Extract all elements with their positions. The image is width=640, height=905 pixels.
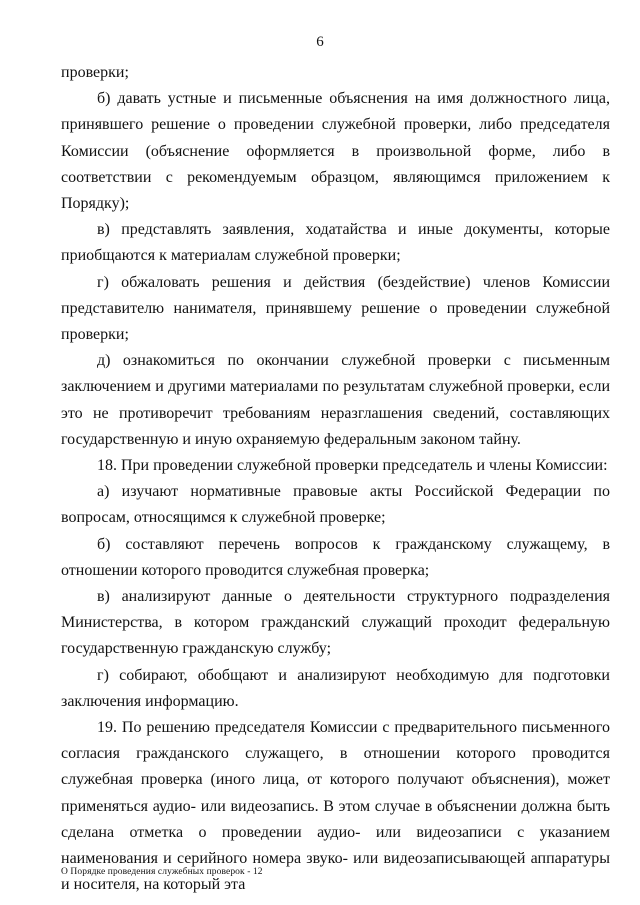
paragraph-item-a-study-acts: а) изучают нормативные правовые акты Российской Федерации по вопросам, относящимся к служебной проверке; xyxy=(61,483,610,527)
paragraph-item-b-explanations: б) давать устные и письменные объяснения на имя должностного лица, принявшего решение о проведении служебной проверки, либо председателя Комиссии (объяснение оформляется в произвольной форме, либо в соответствии с рекомендуемым образцом, являющимся приложением к Порядку); xyxy=(61,90,610,213)
paragraph-section-19: 19. По решению председателя Комиссии с предварительного письменного согласия гражданского служащего, в отношении которого проводится служебная проверка (иного лица, от которого получают объяснения), может применяться аудио- или видеозапись. В этом случае в объяснении должна быть сделана отметка о проведении аудио- или видеозаписи с указанием наименования и серийного номера звуко- или видеозаписывающей аппаратуры и носителя, на который эта xyxy=(61,719,610,894)
paragraph-item-b-question-list: б) составляют перечень вопросов к гражданскому служащему, в отношении которого проводится служебная проверка; xyxy=(61,535,610,579)
paragraph-item-v-analyze-data: в) анализируют данные о деятельности структурного подразделения Министерства, в котором гражданский служащий проходит федеральную государственную гражданскую службу; xyxy=(61,588,610,658)
page-footer: О Порядке проведения служебных проверок - 12 xyxy=(61,867,263,877)
paragraph-item-d-familiarize: д) ознакомиться по окончании служебной проверки с письменным заключением и другими материалами по результатам служебной проверки, если это не противоречит требованиям неразглашения сведений, составляющих государственную и иную охраняемую федеральным законом тайну. xyxy=(61,352,610,448)
paragraph-item-g-collect-info: г) собирают, обобщают и анализируют необходимую для подготовки заключения информацию. xyxy=(61,666,610,710)
paragraph-item-g-appeal: г) обжаловать решения и действия (бездействие) членов Комиссии представителю нанимателя, принявшему решение о проведении служебной проверки; xyxy=(61,273,610,344)
page-number: 6 xyxy=(316,34,324,50)
paragraph-section-18: 18. При проведении служебной проверки председатель и члены Комиссии: xyxy=(97,457,608,475)
paragraph-item-v-submit-documents: в) представлять заявления, ходатайства и иные документы, которые приобщаются к материалам служебной проверки; xyxy=(61,221,610,265)
paragraph-continuation: проверки; xyxy=(61,64,129,81)
document-body xyxy=(61,60,610,899)
